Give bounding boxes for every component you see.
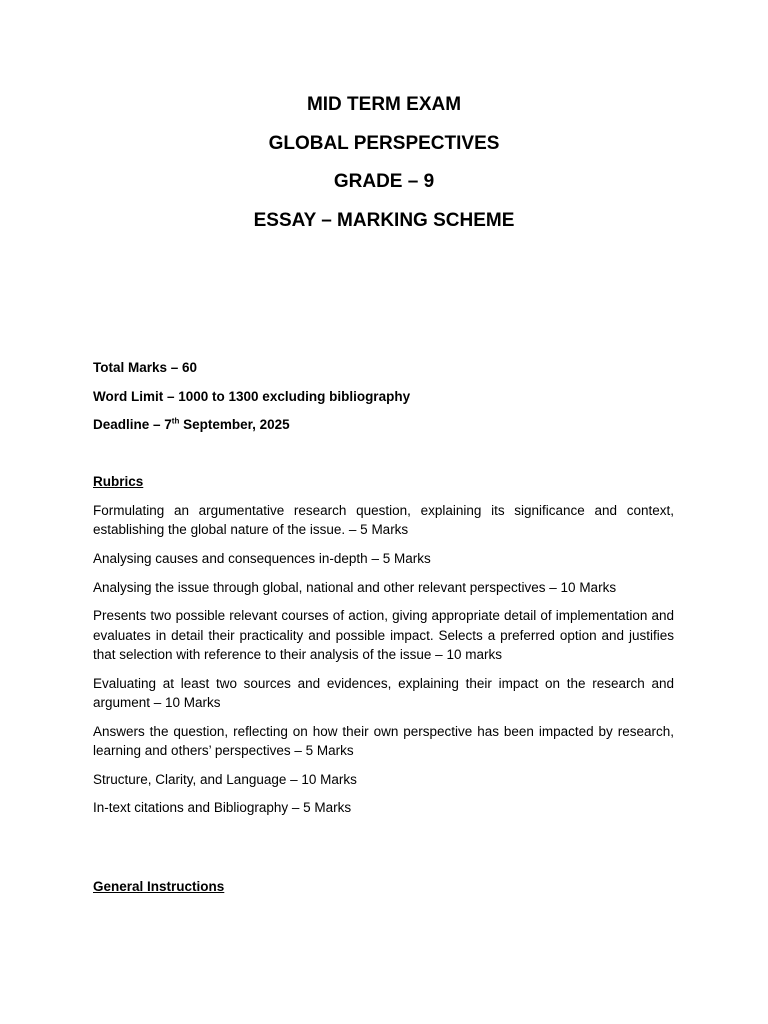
- deadline-suffix: September, 2025: [179, 417, 290, 433]
- deadline-ordinal: th: [171, 416, 180, 426]
- rubric-item: Structure, Clarity, and Language – 10 Marks: [93, 771, 357, 787]
- general-instructions-heading: General Instructions: [93, 879, 225, 894]
- rubric-list: [93, 501, 674, 818]
- rubric-item: Evaluating at least two sources and evidences, explaining their impact on the research and argument – 10 Marks: [93, 675, 674, 710]
- total-marks: Total Marks – 60: [93, 360, 198, 375]
- rubrics-section: [93, 472, 674, 827]
- deadline-prefix: Deadline – 7: [93, 417, 172, 433]
- rubrics-heading: Rubrics: [93, 474, 144, 489]
- grade-title: GRADE – 9: [333, 171, 435, 192]
- rubric-item: Answers the question, reflecting on how their own perspective has been impacted by research, learning and others’ perspectives – 5 Marks: [93, 723, 674, 758]
- word-limit: Word Limit – 1000 to 1300 excluding bibliography: [93, 388, 411, 404]
- document-header: [0, 86, 768, 240]
- subject-title: GLOBAL PERSPECTIVES: [268, 132, 500, 154]
- rubric-item: Presents two possible relevant courses of action, giving appropriate detail of implementation and evaluates in detail their practicality and possible impact. Selects a preferred option and justifies that selection with reference to their analysis of the issue – 10 marks: [93, 608, 674, 662]
- exam-title: MID TERM EXAM: [306, 94, 462, 115]
- deadline: [93, 411, 674, 440]
- general-instructions-section: [93, 877, 224, 906]
- rubric-item: In-text citations and Bibliography – 5 Marks: [93, 800, 352, 816]
- rubric-item: Analysing causes and consequences in-depth – 5 Marks: [93, 551, 431, 566]
- scheme-title: ESSAY – MARKING SCHEME: [253, 209, 515, 231]
- exam-details: [93, 354, 674, 440]
- rubric-item: Formulating an argumentative research question, explaining its significance and context, establishing the global nature of the issue. – 5 Marks: [93, 503, 674, 538]
- rubric-item: Analysing the issue through global, national and other relevant perspectives – 10 Marks: [93, 579, 617, 595]
